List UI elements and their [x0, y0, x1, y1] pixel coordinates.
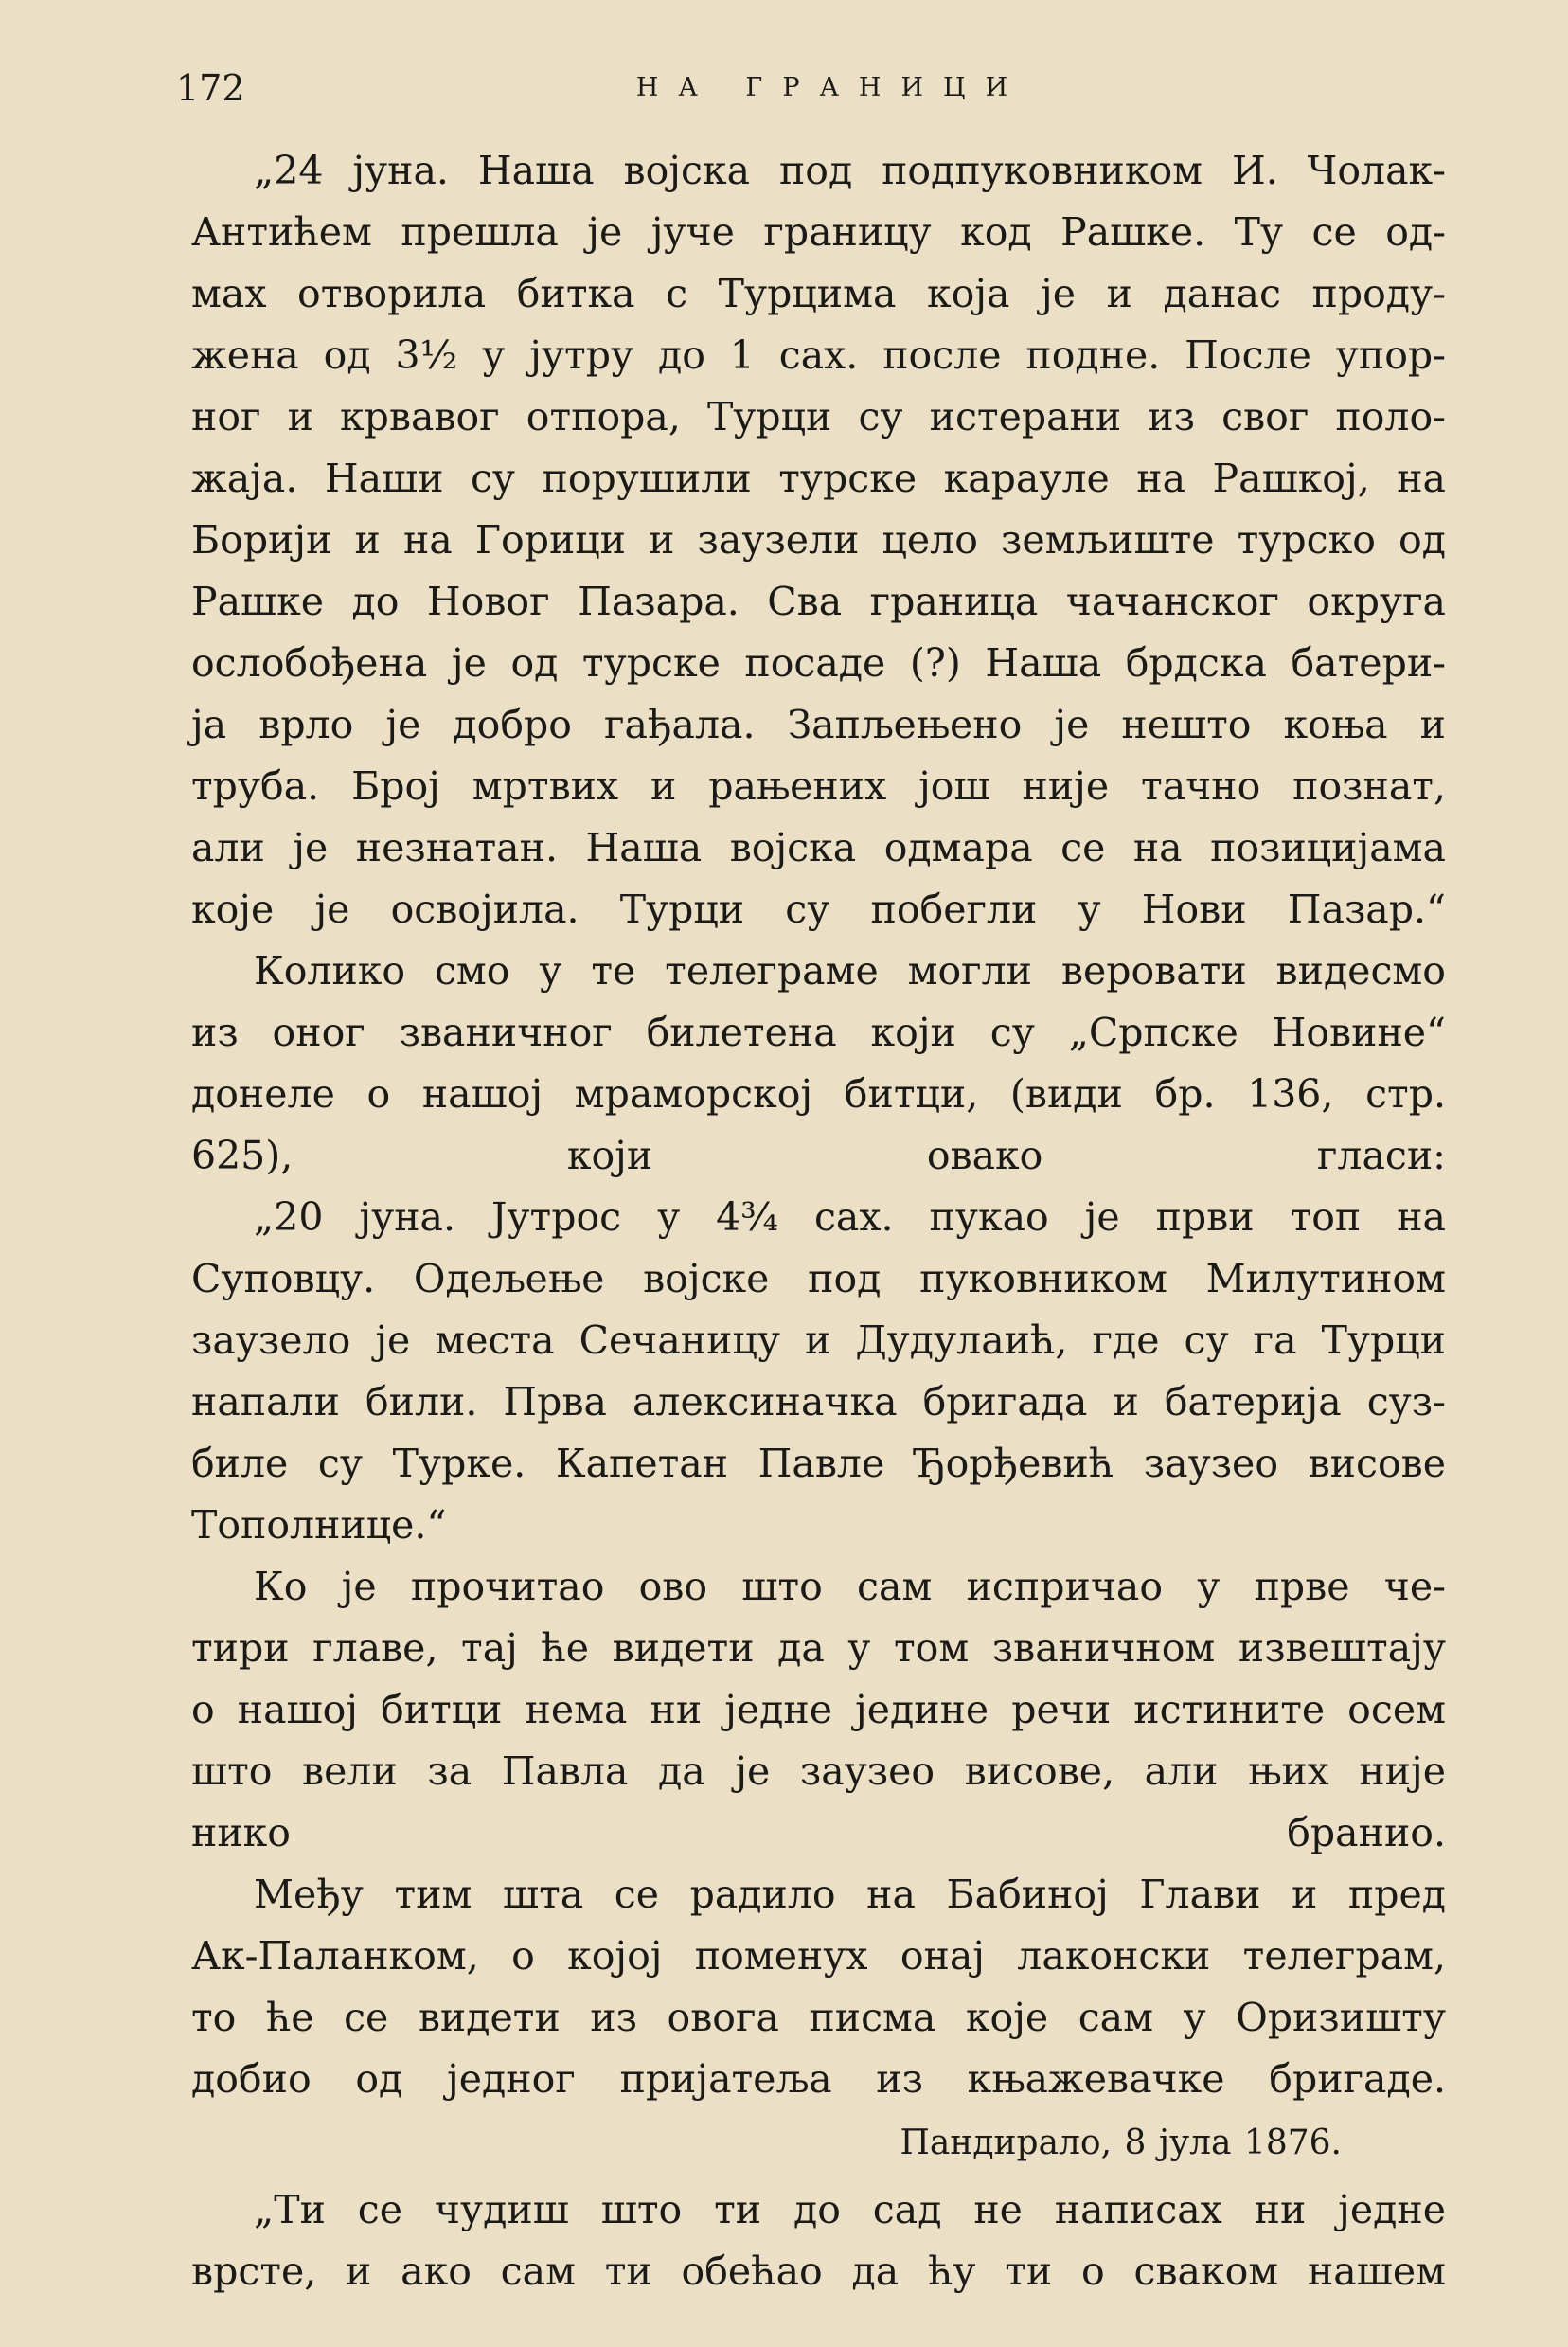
text-line: то ће се видети из овога писма које сам у Оризишту [191, 1995, 1446, 2040]
letter-paragraph [191, 2179, 1446, 2302]
running-title: НА ГРАНИЦИ [635, 73, 1028, 102]
page-body [191, 140, 1446, 2302]
text-line: Борији и на Горици и заузели цело земљиште турско од [191, 517, 1446, 563]
commentary-paragraph-3 [191, 1864, 1446, 2110]
text-line: биле су Турке. Капетан Павле Ђорђевић заузео висове [191, 1441, 1446, 1486]
telegram-paragraph-1 [191, 140, 1446, 941]
text-line: напали били. Прва алексиначка бригада и батерија суз- [191, 1379, 1446, 1424]
page-header [176, 64, 1450, 112]
text-line: из оног званичног билетена који су „Српске Новине“ [191, 1010, 1446, 1055]
text-line: тири главе, тај ће видети да у том званичном извештају [191, 1625, 1446, 1671]
text-line: мах отворила битка с Турцима која је и данас проду- [191, 271, 1446, 316]
text-line: „20 јуна. Јутрос у 4¾ сах. пукао је први топ на [254, 1194, 1446, 1240]
text-line: „24 јуна. Наша војска под подпуковником И. Чолак- [254, 148, 1446, 193]
text-line: заузело је места Сечаницу и Дудулаић, где су га Турци [191, 1317, 1446, 1363]
text-line: ног и крвавог отпора, Турци су истерани из свог поло- [191, 394, 1446, 439]
text-line: 625), који овако гласи: [191, 1133, 1446, 1178]
page-number: 172 [176, 67, 245, 109]
text-line: Међу тим шта се радило на Бабиној Глави и пред [254, 1872, 1446, 1917]
text-line: али је незнатан. Наша војска одмара се на позицијама [191, 825, 1446, 870]
text-line: које је освојила. Турци су побегли у Нови Пазар.“ [191, 887, 1446, 932]
text-line: нико бранио. [191, 1810, 1446, 1855]
text-line: добио од једног пријатеља из књажевачке бригаде. [191, 2056, 1446, 2102]
commentary-paragraph-2 [191, 1556, 1446, 1864]
text-line: што вели за Павла да је заузео висове, али њих није [191, 1748, 1446, 1794]
text-line: врсте, и ако сам ти обећао да ћу ти о сваком нашем [191, 2248, 1446, 2294]
text-line: ослобођена је од турске посаде (?) Наша брдска батери- [191, 640, 1446, 686]
text-line: донеле о нашој мраморској битци, (види бр. 136, стр. [191, 1071, 1446, 1117]
commentary-paragraph-1 [191, 941, 1446, 1187]
telegram-paragraph-2 [191, 1187, 1446, 1556]
text-line: Ко је прочитао ово што сам испричао у прве че- [254, 1564, 1446, 1609]
text-line: Суповцу. Одељење војске под пуковником Милутином [191, 1256, 1446, 1301]
text-line: „Ти се чудиш што ти до сад не написах ни једне [254, 2187, 1446, 2232]
text-line: Ак-Паланком, о којој поменух онај лаконски телеграм, [191, 1933, 1446, 1979]
text-line: Антићем прешла је јуче границу код Рашке. Ту се од- [191, 209, 1446, 255]
text-line: труба. Број мртвих и рањених још није тачно познат, [191, 763, 1446, 809]
text-line: жена од 3½ у јутру до 1 сах. после подне. После упор- [191, 332, 1446, 378]
text-line: ја врло је добро гађала. Запљењено је нешто коња и [191, 702, 1446, 747]
text-line: о нашој битци нема ни једне једине речи истините осем [191, 1687, 1446, 1732]
letter-dateline: Пандирало, 8 јула 1876. [900, 2123, 1342, 2162]
text-line: Тополнице.“ [191, 1502, 447, 1548]
text-line: Рашке до Новог Пазара. Сва граница чачанског округа [191, 579, 1446, 624]
text-line: жаја. Наши су порушили турске карауле на Рашкој, на [191, 456, 1446, 501]
text-line: Колико смо у те телеграме могли веровати видесмо [254, 948, 1446, 994]
